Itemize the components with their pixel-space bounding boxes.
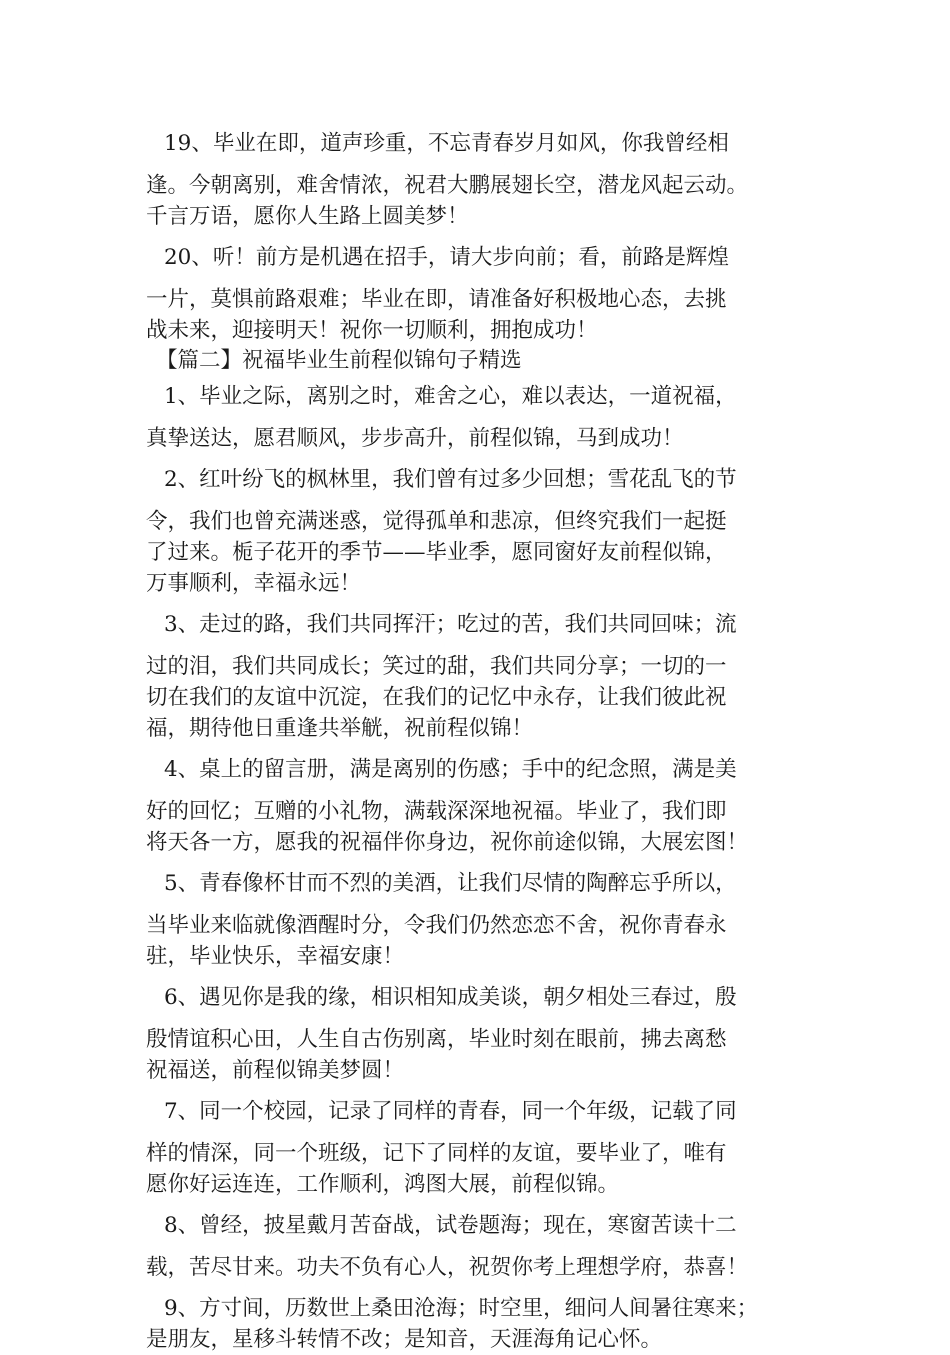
paragraph-line: 一片，莫惧前路艰难；毕业在即，请准备好积极地心态，去挑 bbox=[146, 287, 727, 312]
paragraph-3 bbox=[146, 609, 812, 744]
paragraph-line: 千言万语，愿你人生路上圆美梦！ bbox=[146, 204, 469, 229]
paragraph-line: 愿你好运连连，工作顺利，鸿图大展，前程似锦。 bbox=[146, 1172, 620, 1197]
paragraph-line: 4、桌上的留言册，满是离别的伤感；手中的纪念照，满是美 bbox=[164, 757, 737, 782]
paragraph-line: 9、方寸间，历数世上桑田沧海；时空里，细问人间暑往寒来； bbox=[164, 1296, 759, 1321]
paragraph-5 bbox=[146, 868, 812, 972]
paragraph-line: 殷情谊积心田，人生自古伤别离，毕业时刻在眼前，拂去离愁 bbox=[146, 1027, 727, 1052]
paragraph-line: 19、毕业在即，道声珍重，不忘青春岁月如风，你我曾经相 bbox=[164, 131, 729, 156]
paragraph-9 bbox=[146, 1293, 812, 1355]
paragraph-19 bbox=[146, 128, 812, 232]
paragraph-20 bbox=[146, 242, 812, 346]
paragraph-6 bbox=[146, 982, 812, 1086]
paragraph-line: 8、曾经，披星戴月苦奋战，试卷题海；现在，寒窗苦读十二 bbox=[164, 1213, 737, 1238]
paragraph-line: 过的泪，我们共同成长；笑过的甜，我们共同分享；一切的一 bbox=[146, 654, 727, 679]
paragraph-line: 祝福送，前程似锦美梦圆！ bbox=[146, 1058, 405, 1083]
paragraph-line: 样的情深，同一个班级，记下了同样的友谊，要毕业了，唯有 bbox=[146, 1141, 727, 1166]
paragraph-line: 逢。今朝离别，难舍情浓，祝君大鹏展翅长空，潜龙风起云动。 bbox=[146, 173, 749, 198]
paragraph-line: 福，期待他日重逢共举觥，祝前程似锦！ bbox=[146, 716, 534, 741]
paragraph-line: 载，苦尽甘来。功夫不负有心人，祝贺你考上理想学府，恭喜！ bbox=[146, 1255, 749, 1280]
paragraph-7 bbox=[146, 1096, 812, 1200]
paragraph-line: 6、遇见你是我的缘，相识相知成美谈，朝夕相处三春过，殷 bbox=[164, 985, 737, 1010]
paragraph-8 bbox=[146, 1210, 812, 1283]
paragraph-line: 20、听！前方是机遇在招手，请大步向前；看，前路是辉煌 bbox=[164, 245, 729, 270]
paragraph-line: 1、毕业之际，离别之时，难舍之心，难以表达，一道祝福， bbox=[164, 384, 737, 409]
paragraph-line: 真挚送达，愿君顺风，步步高升，前程似锦，马到成功！ bbox=[146, 426, 684, 451]
paragraph-line: 令，我们也曾充满迷惑，觉得孤单和悲凉，但终究我们一起挺 bbox=[146, 509, 727, 534]
paragraph-line: 5、青春像杯甘而不烈的美酒，让我们尽情的陶醉忘乎所以， bbox=[164, 871, 737, 896]
paragraph-line: 驻，毕业快乐，幸福安康！ bbox=[146, 944, 405, 969]
paragraph-line: 将天各一方，愿我的祝福伴你身边，祝你前途似锦，大展宏图！ bbox=[146, 830, 749, 855]
section-heading: 【篇二】祝福毕业生前程似锦句子精选 bbox=[156, 348, 522, 373]
paragraph-line: 好的回忆；互赠的小礼物，满载深深地祝福。毕业了，我们即 bbox=[146, 799, 727, 824]
paragraph-line: 7、同一个校园，记录了同样的青春，同一个年级，记载了同 bbox=[164, 1099, 737, 1124]
paragraph-2 bbox=[146, 464, 812, 599]
paragraph-line: 3、走过的路，我们共同挥汗；吃过的苦，我们共同回味；流 bbox=[164, 612, 737, 637]
paragraph-line: 了过来。栀子花开的季节——毕业季，愿同窗好友前程似锦， bbox=[146, 540, 727, 565]
paragraph-line: 2、红叶纷飞的枫林里，我们曾有过多少回想；雪花乱飞的节 bbox=[164, 467, 737, 492]
paragraph-line: 战未来，迎接明天！祝你一切顺利，拥抱成功！ bbox=[146, 318, 598, 343]
paragraph-4 bbox=[146, 754, 812, 858]
document-body bbox=[146, 128, 812, 1355]
paragraph-line: 是朋友，星移斗转情不改；是知音，天涯海角记心怀。 bbox=[146, 1327, 663, 1352]
paragraph-1 bbox=[146, 381, 812, 454]
paragraph-line: 切在我们的友谊中沉淀，在我们的记忆中永存，让我们彼此祝 bbox=[146, 685, 727, 710]
paragraph-line: 当毕业来临就像酒醒时分，令我们仍然恋恋不舍，祝你青春永 bbox=[146, 913, 727, 938]
paragraph-line: 万事顺利，幸福永远！ bbox=[146, 571, 362, 596]
